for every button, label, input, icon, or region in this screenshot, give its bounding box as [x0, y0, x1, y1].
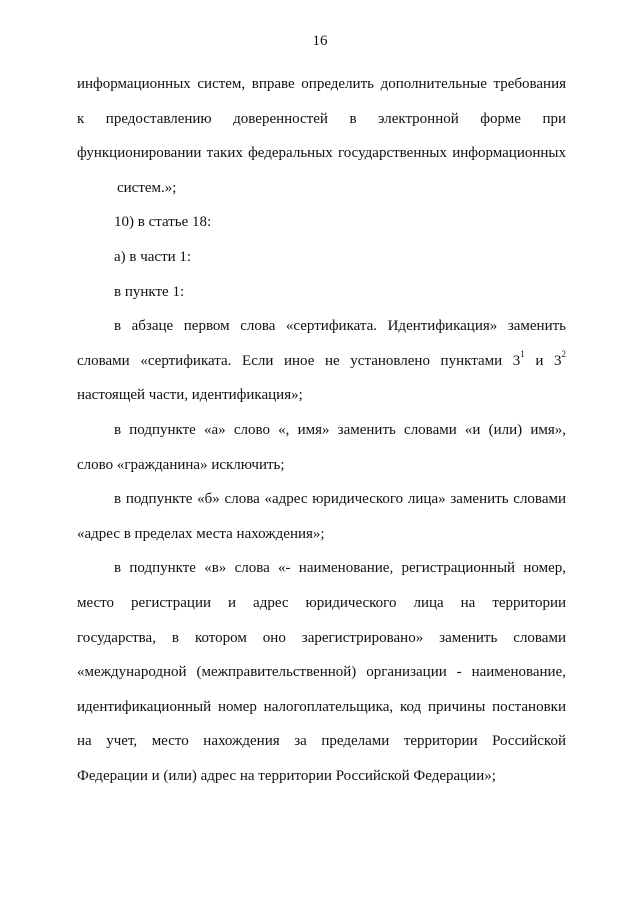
superscript: 1 — [520, 348, 525, 359]
text-line: государства, в котором оно зарегистрировано» заменить словами — [77, 629, 566, 646]
text-line: в пункте 1: — [114, 283, 185, 300]
text-line: к предоставлению доверенностей в электронной форме при — [77, 110, 566, 127]
text-line: «международной (межправительственной) организации - наименование, — [77, 664, 566, 681]
text-line: место регистрации и адрес юридического лица на территории — [77, 594, 566, 611]
text-line: идентификационный номер налогоплательщика, код причины постановки — [77, 698, 566, 715]
text-line: в подпункте «а» слово «, имя» заменить словами «и (или) имя», — [114, 421, 566, 438]
text-line: Федерации и (или) адрес на территории Российской Федерации»; — [77, 767, 496, 784]
text-line: слово «гражданина» исключить; — [77, 456, 285, 473]
text-line: на учет, место нахождения за пределами территории Российской — [77, 733, 566, 750]
text-line: в подпункте «в» слова «- наименование, регистрационный номер, — [114, 560, 566, 577]
text-line — [77, 344, 566, 379]
document-body — [77, 67, 566, 793]
text-line: в подпункте «б» слова «адрес юридического лица» заменить словами — [114, 491, 566, 508]
superscript: 2 — [561, 348, 567, 359]
text-line: «адрес в пределах места нахождения»; — [77, 525, 325, 542]
page-number: 16 — [312, 33, 328, 49]
text-line: функционировании таких федеральных государственных информационных — [77, 145, 566, 162]
text-line: информационных систем, вправе определить дополнительные требования — [77, 76, 566, 92]
text-line: а) в части 1: — [114, 248, 192, 265]
text-line: в абзаце первом слова «сертификата. Идентификация» заменить — [114, 318, 566, 335]
text-fragment: словами «сертификата. Если иное не установлено пунктами 3 — [77, 352, 521, 369]
text-fragment: и 3 — [535, 352, 562, 369]
text-line: настоящей части, идентификация»; — [77, 387, 303, 404]
text-line: 10) в статье 18: — [114, 214, 212, 231]
text-line: систем.»; — [117, 179, 177, 196]
